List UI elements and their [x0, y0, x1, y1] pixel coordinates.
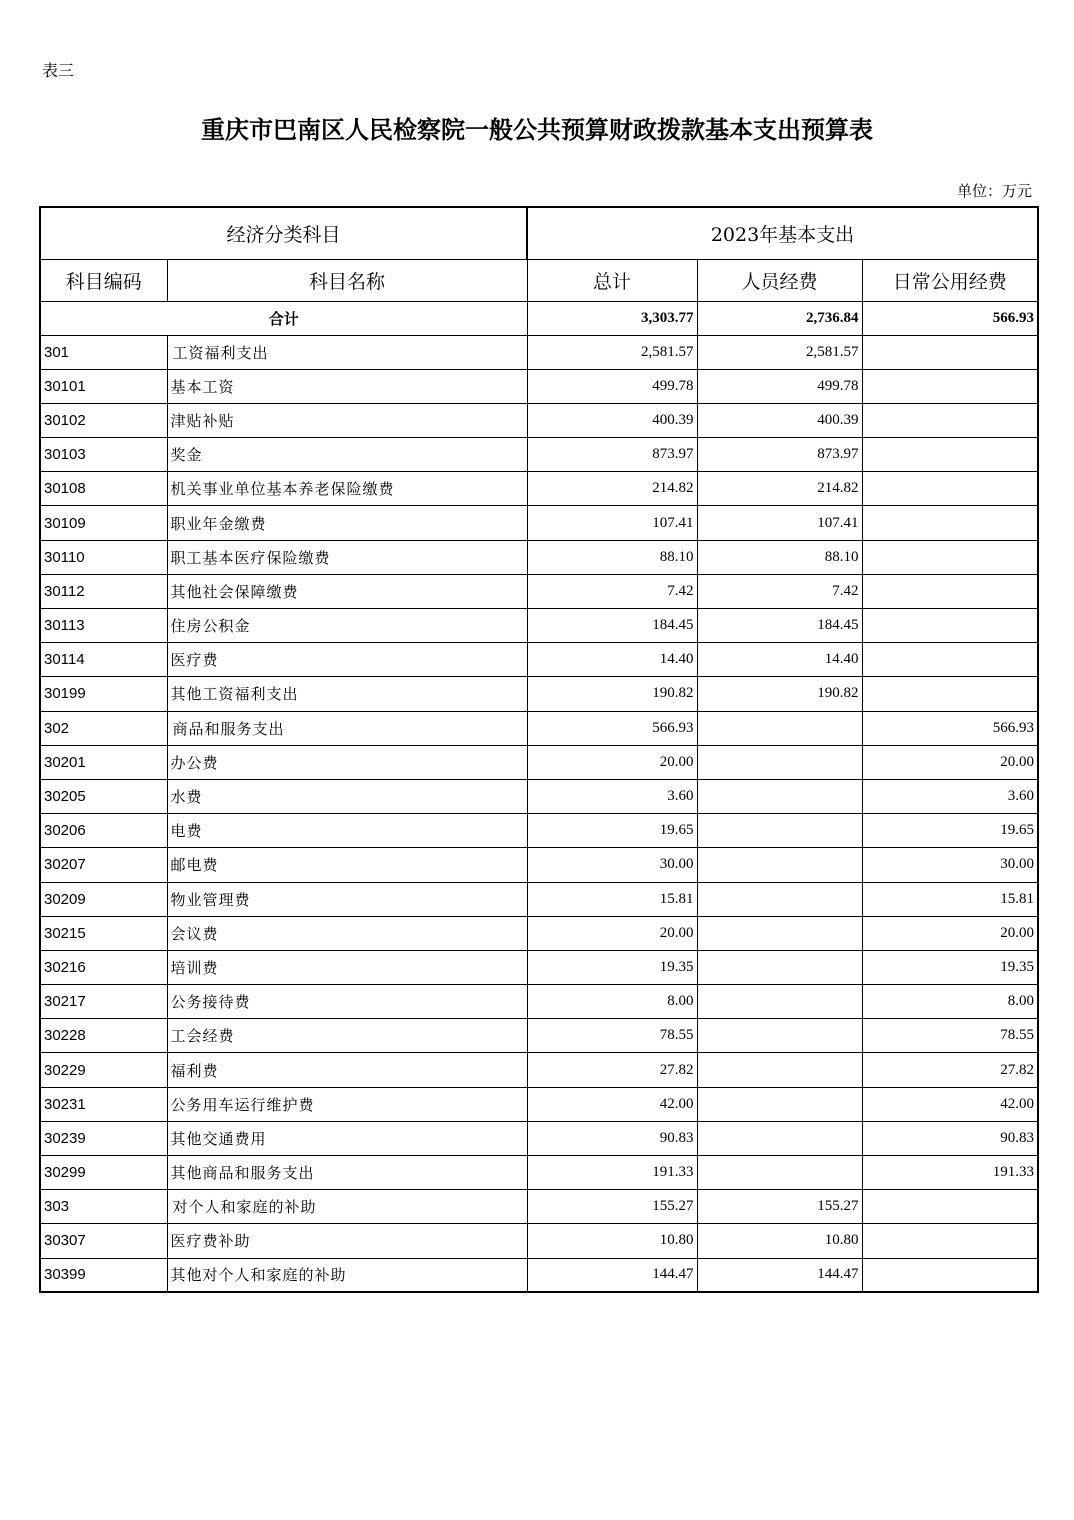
row-personnel: 88.10	[697, 540, 862, 574]
row-personnel	[697, 882, 862, 916]
row-name: 商品和服务支出	[167, 711, 527, 745]
row-total: 400.39	[527, 403, 697, 437]
row-personnel: 144.47	[697, 1258, 862, 1292]
row-personnel	[697, 848, 862, 882]
table-row	[40, 848, 1038, 882]
row-personnel	[697, 711, 862, 745]
row-personnel: 2,581.57	[697, 335, 862, 369]
row-total: 8.00	[527, 985, 697, 1019]
table-row	[40, 1053, 1038, 1087]
row-public	[862, 1190, 1038, 1224]
row-code: 30110	[40, 540, 167, 574]
row-code: 30239	[40, 1121, 167, 1155]
header-row-group	[40, 207, 1038, 259]
row-public: 27.82	[862, 1053, 1038, 1087]
table-row	[40, 1156, 1038, 1190]
header-economic-classification: 经济分类科目	[40, 207, 527, 259]
row-public	[862, 643, 1038, 677]
table-row	[40, 540, 1038, 574]
row-code: 30307	[40, 1224, 167, 1258]
row-public	[862, 472, 1038, 506]
row-name: 职工基本医疗保险缴费	[167, 540, 527, 574]
table-row	[40, 916, 1038, 950]
header-total: 总计	[527, 259, 697, 301]
row-personnel	[697, 779, 862, 813]
header-name: 科目名称	[167, 259, 527, 301]
row-total: 78.55	[527, 1019, 697, 1053]
row-code: 30101	[40, 369, 167, 403]
row-total: 19.35	[527, 950, 697, 984]
header-code: 科目编码	[40, 259, 167, 301]
row-public: 15.81	[862, 882, 1038, 916]
row-total: 191.33	[527, 1156, 697, 1190]
row-code: 30199	[40, 677, 167, 711]
table-row	[40, 643, 1038, 677]
row-code: 30109	[40, 506, 167, 540]
row-code: 30102	[40, 403, 167, 437]
header-row-columns	[40, 259, 1038, 301]
row-public	[862, 403, 1038, 437]
row-code: 30201	[40, 745, 167, 779]
row-total: 10.80	[527, 1224, 697, 1258]
document-title: 重庆市巴南区人民检察院一般公共预算财政拨款基本支出预算表	[201, 115, 873, 144]
row-public	[862, 1224, 1038, 1258]
row-public	[862, 1258, 1038, 1292]
row-total: 3.60	[527, 779, 697, 813]
row-total: 27.82	[527, 1053, 697, 1087]
row-name: 公务用车运行维护费	[167, 1087, 527, 1121]
row-public: 566.93	[862, 711, 1038, 745]
table-row	[40, 1019, 1038, 1053]
row-personnel	[697, 1087, 862, 1121]
table-number: 表三	[42, 61, 75, 80]
row-public: 19.35	[862, 950, 1038, 984]
row-public: 78.55	[862, 1019, 1038, 1053]
total-total: 3,303.77	[527, 301, 697, 335]
row-name: 住房公积金	[167, 609, 527, 643]
row-total: 144.47	[527, 1258, 697, 1292]
row-name: 办公费	[167, 745, 527, 779]
row-total: 30.00	[527, 848, 697, 882]
row-total: 14.40	[527, 643, 697, 677]
row-name: 物业管理费	[167, 882, 527, 916]
row-total: 214.82	[527, 472, 697, 506]
row-name: 对个人和家庭的补助	[167, 1190, 527, 1224]
row-personnel: 214.82	[697, 472, 862, 506]
row-total: 873.97	[527, 438, 697, 472]
row-code: 30217	[40, 985, 167, 1019]
table-row	[40, 472, 1038, 506]
total-personnel: 2,736.84	[697, 301, 862, 335]
row-name: 其他商品和服务支出	[167, 1156, 527, 1190]
row-name: 津贴补贴	[167, 403, 527, 437]
table-row	[40, 950, 1038, 984]
row-code: 30216	[40, 950, 167, 984]
total-row	[40, 301, 1038, 335]
row-public: 19.65	[862, 814, 1038, 848]
table-row	[40, 438, 1038, 472]
row-code: 302	[40, 711, 167, 745]
total-label: 合计	[40, 301, 527, 335]
table-row	[40, 1190, 1038, 1224]
row-code: 30229	[40, 1053, 167, 1087]
row-personnel	[697, 1156, 862, 1190]
row-code: 30399	[40, 1258, 167, 1292]
row-public: 20.00	[862, 916, 1038, 950]
row-personnel: 7.42	[697, 574, 862, 608]
row-name: 公务接待费	[167, 985, 527, 1019]
row-code: 30113	[40, 609, 167, 643]
row-total: 155.27	[527, 1190, 697, 1224]
table-row	[40, 779, 1038, 813]
row-name: 医疗费补助	[167, 1224, 527, 1258]
row-total: 20.00	[527, 916, 697, 950]
row-name: 邮电费	[167, 848, 527, 882]
row-name: 其他社会保障缴费	[167, 574, 527, 608]
row-name: 会议费	[167, 916, 527, 950]
row-personnel	[697, 814, 862, 848]
row-total: 190.82	[527, 677, 697, 711]
row-code: 30206	[40, 814, 167, 848]
row-personnel: 499.78	[697, 369, 862, 403]
unit-label: 单位：万元	[956, 182, 1032, 200]
row-total: 7.42	[527, 574, 697, 608]
row-total: 19.65	[527, 814, 697, 848]
table-row	[40, 369, 1038, 403]
row-public: 30.00	[862, 848, 1038, 882]
row-name: 其他工资福利支出	[167, 677, 527, 711]
table-row	[40, 882, 1038, 916]
table-row	[40, 1224, 1038, 1258]
row-code: 301	[40, 335, 167, 369]
row-personnel	[697, 745, 862, 779]
table-body	[40, 301, 1038, 1292]
header-basic-expenditure-2023: 2023年基本支出	[527, 207, 1038, 259]
row-name: 其他交通费用	[167, 1121, 527, 1155]
row-name: 其他对个人和家庭的补助	[167, 1258, 527, 1292]
row-name: 工资福利支出	[167, 335, 527, 369]
row-personnel	[697, 1019, 862, 1053]
row-name: 机关事业单位基本养老保险缴费	[167, 472, 527, 506]
table-row	[40, 1087, 1038, 1121]
row-public	[862, 369, 1038, 403]
row-name: 培训费	[167, 950, 527, 984]
row-total: 184.45	[527, 609, 697, 643]
table-row	[40, 1258, 1038, 1292]
row-code: 30209	[40, 882, 167, 916]
row-public	[862, 609, 1038, 643]
row-name: 水费	[167, 779, 527, 813]
table-row	[40, 985, 1038, 1019]
row-public	[862, 677, 1038, 711]
header-personnel: 人员经费	[697, 259, 862, 301]
table-row	[40, 506, 1038, 540]
table-row	[40, 609, 1038, 643]
row-total: 566.93	[527, 711, 697, 745]
table-row	[40, 745, 1038, 779]
row-code: 30103	[40, 438, 167, 472]
header-public: 日常公用经费	[862, 259, 1038, 301]
row-public: 191.33	[862, 1156, 1038, 1190]
row-personnel	[697, 916, 862, 950]
row-total: 2,581.57	[527, 335, 697, 369]
table-row	[40, 574, 1038, 608]
row-public	[862, 506, 1038, 540]
row-public: 3.60	[862, 779, 1038, 813]
table-row	[40, 711, 1038, 745]
row-personnel: 400.39	[697, 403, 862, 437]
row-personnel: 184.45	[697, 609, 862, 643]
row-total: 20.00	[527, 745, 697, 779]
row-total: 42.00	[527, 1087, 697, 1121]
row-personnel	[697, 950, 862, 984]
row-total: 15.81	[527, 882, 697, 916]
row-code: 30108	[40, 472, 167, 506]
row-total: 107.41	[527, 506, 697, 540]
row-code: 30215	[40, 916, 167, 950]
row-personnel	[697, 985, 862, 1019]
row-public: 8.00	[862, 985, 1038, 1019]
row-personnel: 107.41	[697, 506, 862, 540]
row-public	[862, 335, 1038, 369]
row-name: 工会经费	[167, 1019, 527, 1053]
row-code: 30112	[40, 574, 167, 608]
row-public: 90.83	[862, 1121, 1038, 1155]
row-personnel: 14.40	[697, 643, 862, 677]
row-name: 电费	[167, 814, 527, 848]
table-row	[40, 677, 1038, 711]
table-row	[40, 814, 1038, 848]
row-total: 90.83	[527, 1121, 697, 1155]
row-total: 499.78	[527, 369, 697, 403]
table-row	[40, 403, 1038, 437]
row-name: 职业年金缴费	[167, 506, 527, 540]
row-code: 30207	[40, 848, 167, 882]
row-public	[862, 574, 1038, 608]
row-personnel: 10.80	[697, 1224, 862, 1258]
row-name: 福利费	[167, 1053, 527, 1087]
row-code: 30114	[40, 643, 167, 677]
row-personnel	[697, 1121, 862, 1155]
row-public: 42.00	[862, 1087, 1038, 1121]
row-public: 20.00	[862, 745, 1038, 779]
row-name: 奖金	[167, 438, 527, 472]
row-code: 303	[40, 1190, 167, 1224]
row-code: 30205	[40, 779, 167, 813]
total-public: 566.93	[862, 301, 1038, 335]
table-row	[40, 335, 1038, 369]
budget-table	[39, 206, 1039, 1293]
row-name: 医疗费	[167, 643, 527, 677]
row-code: 30228	[40, 1019, 167, 1053]
table-row	[40, 1121, 1038, 1155]
row-name: 基本工资	[167, 369, 527, 403]
row-personnel: 873.97	[697, 438, 862, 472]
row-public	[862, 438, 1038, 472]
row-total: 88.10	[527, 540, 697, 574]
row-code: 30231	[40, 1087, 167, 1121]
row-code: 30299	[40, 1156, 167, 1190]
row-personnel: 190.82	[697, 677, 862, 711]
row-personnel	[697, 1053, 862, 1087]
row-public	[862, 540, 1038, 574]
row-personnel: 155.27	[697, 1190, 862, 1224]
